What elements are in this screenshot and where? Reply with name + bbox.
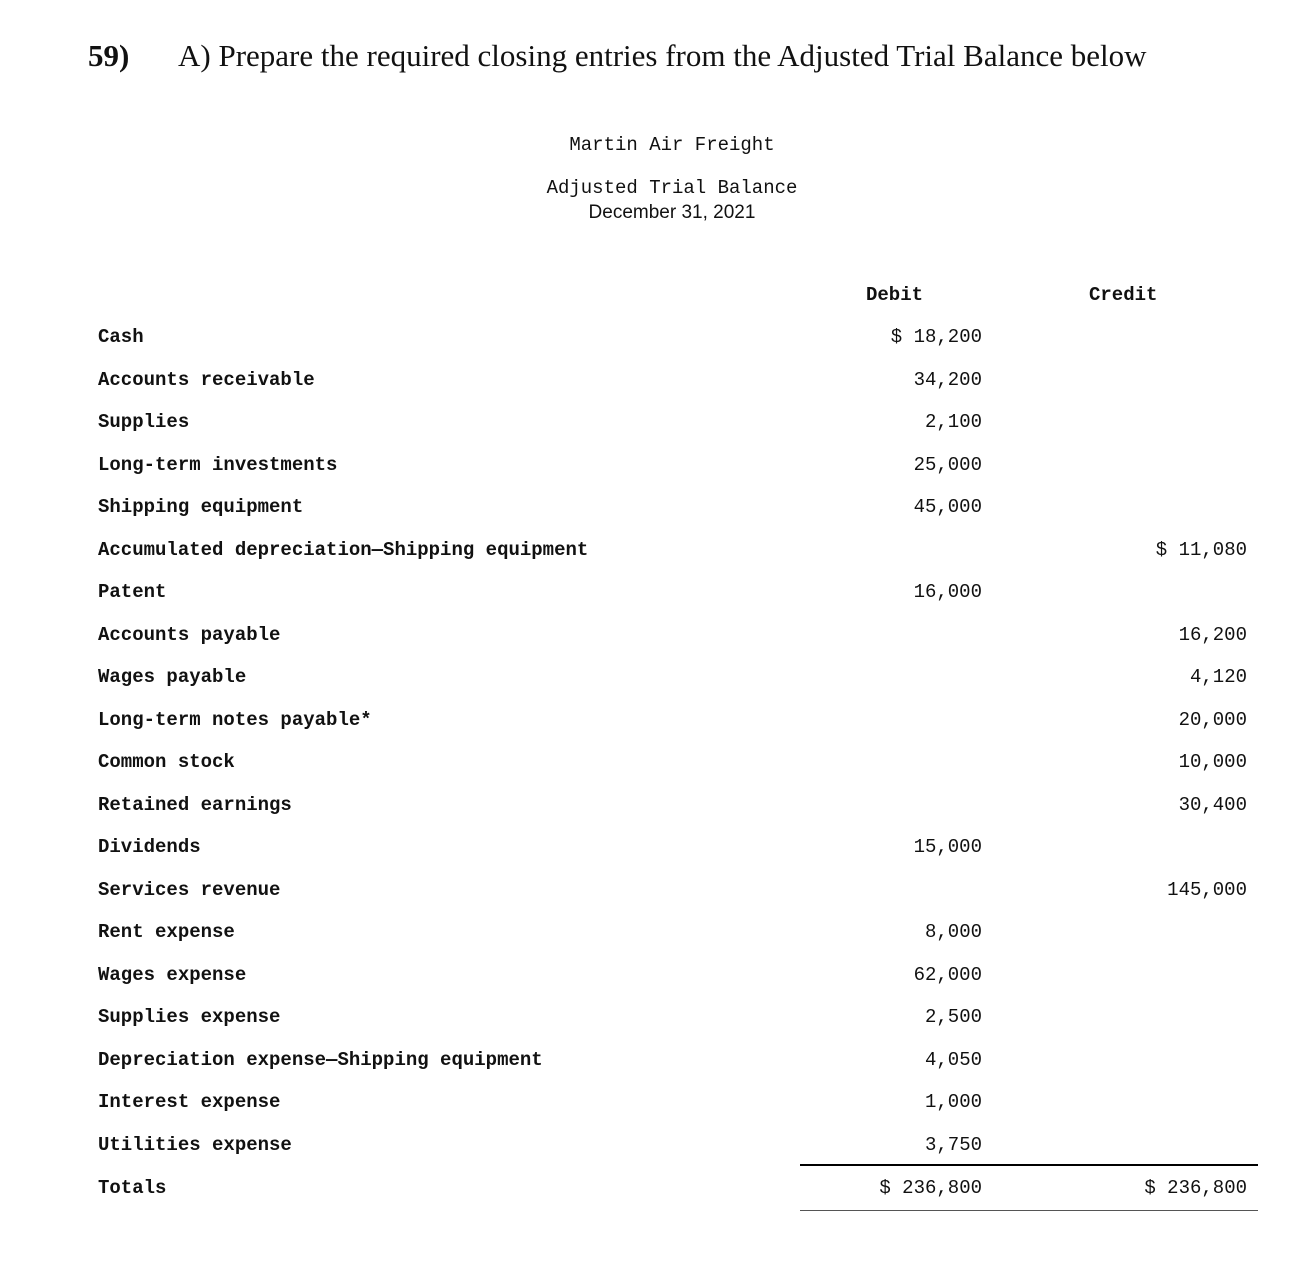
account-name: Accounts payable xyxy=(98,624,281,646)
account-name: Services revenue xyxy=(98,879,281,901)
statement-date: December 31, 2021 xyxy=(588,202,756,223)
account-name: Wages expense xyxy=(98,964,247,986)
table-row xyxy=(0,709,1314,739)
account-name: Common stock xyxy=(98,751,235,773)
account-name: Retained earnings xyxy=(98,794,292,816)
table-row xyxy=(0,581,1314,611)
credit-amount: 16,200 xyxy=(1178,624,1247,646)
table-row xyxy=(0,454,1314,484)
account-name: Patent xyxy=(98,581,167,603)
table-row xyxy=(0,326,1314,356)
table-row xyxy=(0,751,1314,781)
question-number: 59) xyxy=(88,38,130,73)
table-row xyxy=(0,666,1314,696)
totals-row xyxy=(0,1177,1314,1207)
account-name: Utilities expense xyxy=(98,1134,292,1156)
debit-amount: 34,200 xyxy=(913,369,982,391)
table-row xyxy=(0,921,1314,951)
account-name: Wages payable xyxy=(98,666,247,688)
debit-amount: 25,000 xyxy=(913,454,982,476)
debit-amount: 4,050 xyxy=(924,1049,982,1071)
account-name: Cash xyxy=(98,326,144,348)
table-row xyxy=(0,411,1314,441)
totals-bottom-rule xyxy=(800,1210,1258,1211)
table-row xyxy=(0,539,1314,569)
table-row xyxy=(0,836,1314,866)
company-name: Martin Air Freight xyxy=(569,134,775,156)
debit-amount: 2,500 xyxy=(924,1006,982,1028)
account-name: Rent expense xyxy=(98,921,235,943)
credit-amount: 20,000 xyxy=(1178,709,1247,731)
account-name: Interest expense xyxy=(98,1091,281,1113)
table-row xyxy=(0,624,1314,654)
credit-column-header: Credit xyxy=(1089,284,1158,306)
account-name: Long-term investments xyxy=(98,454,338,476)
debit-amount: 2,100 xyxy=(924,411,982,433)
debit-amount: 3,750 xyxy=(924,1134,982,1156)
debit-amount: 62,000 xyxy=(913,964,982,986)
table-row xyxy=(0,1006,1314,1036)
account-name: Long-term notes payable* xyxy=(98,709,372,731)
debit-amount: 45,000 xyxy=(913,496,982,518)
totals-label: Totals xyxy=(98,1177,167,1199)
credit-amount: 145,000 xyxy=(1167,879,1247,901)
table-row xyxy=(0,964,1314,994)
debit-amount: 1,000 xyxy=(924,1091,982,1113)
account-name: Depreciation expense—Shipping equipment xyxy=(98,1049,543,1071)
account-name: Shipping equipment xyxy=(98,496,304,518)
statement-title: Adjusted Trial Balance xyxy=(546,177,798,199)
table-row xyxy=(0,794,1314,824)
total-credit: $ 236,800 xyxy=(1144,1177,1247,1199)
debit-column-header: Debit xyxy=(866,284,924,306)
account-name: Supplies expense xyxy=(98,1006,281,1028)
debit-amount: 8,000 xyxy=(924,921,982,943)
account-name: Accumulated depreciation—Shipping equipment xyxy=(98,539,589,561)
table-row xyxy=(0,496,1314,526)
credit-amount: 4,120 xyxy=(1189,666,1247,688)
table-row xyxy=(0,879,1314,909)
table-row xyxy=(0,369,1314,399)
account-name: Supplies xyxy=(98,411,190,433)
account-name: Accounts receivable xyxy=(98,369,315,391)
table-row xyxy=(0,1091,1314,1121)
credit-amount: $ 11,080 xyxy=(1155,539,1247,561)
debit-amount: $ 18,200 xyxy=(890,326,982,348)
debit-amount: 15,000 xyxy=(913,836,982,858)
credit-amount: 10,000 xyxy=(1178,751,1247,773)
total-debit: $ 236,800 xyxy=(879,1177,982,1199)
totals-top-rule xyxy=(800,1164,1258,1166)
table-row xyxy=(0,1134,1314,1164)
account-name: Dividends xyxy=(98,836,201,858)
question-text: A) Prepare the required closing entries from the Adjusted Trial Balance below xyxy=(178,38,1147,73)
table-row xyxy=(0,1049,1314,1079)
debit-amount: 16,000 xyxy=(913,581,982,603)
credit-amount: 30,400 xyxy=(1178,794,1247,816)
